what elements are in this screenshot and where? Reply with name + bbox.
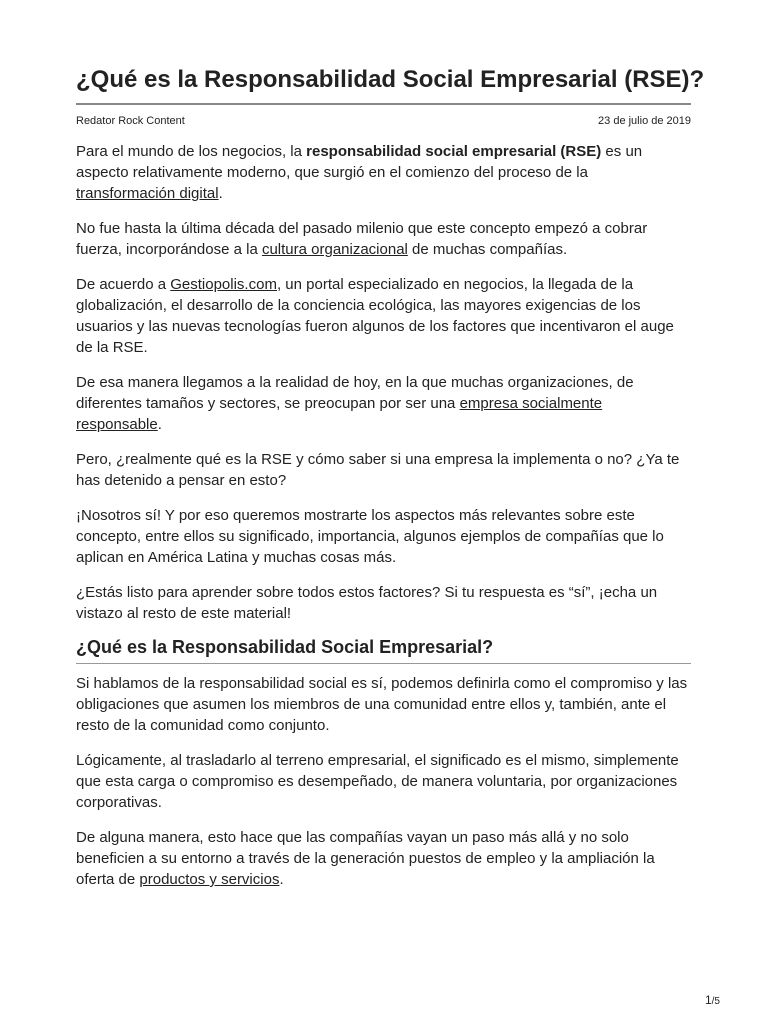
author: Redator Rock Content <box>76 115 185 127</box>
publish-date: 23 de julio de 2019 <box>598 115 691 127</box>
section-divider <box>76 663 691 664</box>
link-cultura-organizacional[interactable]: cultura organizacional <box>261 241 408 258</box>
section-heading: ¿Qué es la Responsabilidad Social Empresarial? <box>76 637 494 657</box>
paragraph <box>76 827 691 890</box>
paragraph: ¿Estás listo para aprender sobre todos estos factores? Si tu respuesta es “sí”, ¡echa un vistazo al resto de este material! <box>76 584 658 622</box>
paragraph <box>76 218 691 260</box>
paragraph <box>76 372 691 435</box>
text: No fue hasta la última década del pasado milenio que este concepto empezó a cobrar fuerza, incorporándose a la <box>76 220 648 258</box>
paragraph: Si hablamos de la responsabilidad social es sí, podemos definirla como el compromiso y las obligaciones que asumen los miembros de una comunidad entre ellos y, también, ante el resto de la comunidad como conjunto. <box>76 675 688 734</box>
paragraph <box>76 274 691 358</box>
bold-text: responsabilidad social empresarial (RSE) <box>306 143 602 160</box>
link-empresa-socialmente-responsable[interactable]: empresa socialmente responsable <box>76 395 603 433</box>
text: Para el mundo de los negocios, la <box>76 143 307 160</box>
intro-section <box>76 141 691 638</box>
text: De esa manera llegamos a la realidad de hoy, en la que muchas organizaciones, de diferentes tamaños y sectores, se preocupan por ser una <box>76 374 634 412</box>
text: . <box>157 416 162 433</box>
text: . <box>279 871 284 888</box>
link-transformacion-digital[interactable]: transformación digital <box>76 185 219 202</box>
page-title: ¿Qué es la Responsabilidad Social Empresarial (RSE)? <box>76 66 705 93</box>
text: . <box>218 185 223 202</box>
paragraph <box>76 141 691 204</box>
definition-section <box>76 673 691 904</box>
link-gestiopolis[interactable]: Gestiopolis.com <box>170 276 277 293</box>
total-pages: /5 <box>711 996 720 1007</box>
text: es un aspecto relativamente moderno, que surgió en el comienzo del proceso de la <box>76 143 643 181</box>
text: , un portal especializado en negocios, la llegada de la globalización, el desarrollo de la conciencia ecológica, las mayores exigencias de los usuarios y las nuevas tecnologías fueron algunos de los factores que incentivaron el auge de la RSE. <box>76 276 674 356</box>
current-page: 1 <box>704 993 712 1007</box>
text: De acuerdo a <box>76 276 171 293</box>
link-productos-y-servicios[interactable]: productos y servicios <box>139 871 280 888</box>
paragraph: Lógicamente, al trasladarlo al terreno empresarial, el significado es el mismo, simplemente que esta carga o compromiso es desempeñado, de manera voluntaria, por organizaciones corporativas. <box>76 752 679 811</box>
page-number <box>705 993 720 1007</box>
paragraph: Pero, ¿realmente qué es la RSE y cómo saber si una empresa la implementa o no? ¿Ya te has detenido a pensar en esto? <box>76 451 680 489</box>
title-divider <box>76 103 691 105</box>
paragraph: ¡Nosotros sí! Y por eso queremos mostrarte los aspectos más relevantes sobre este concepto, entre ellos su significado, importancia, algunos ejemplos de compañías que lo aplican en América Latina y muchas cosas más. <box>76 507 664 566</box>
text: de muchas compañías. <box>407 241 568 258</box>
text: De alguna manera, esto hace que las compañías vayan un paso más allá y no solo beneficien a su entorno a través de la generación puestos de empleo y la ampliación la oferta de <box>76 829 655 888</box>
